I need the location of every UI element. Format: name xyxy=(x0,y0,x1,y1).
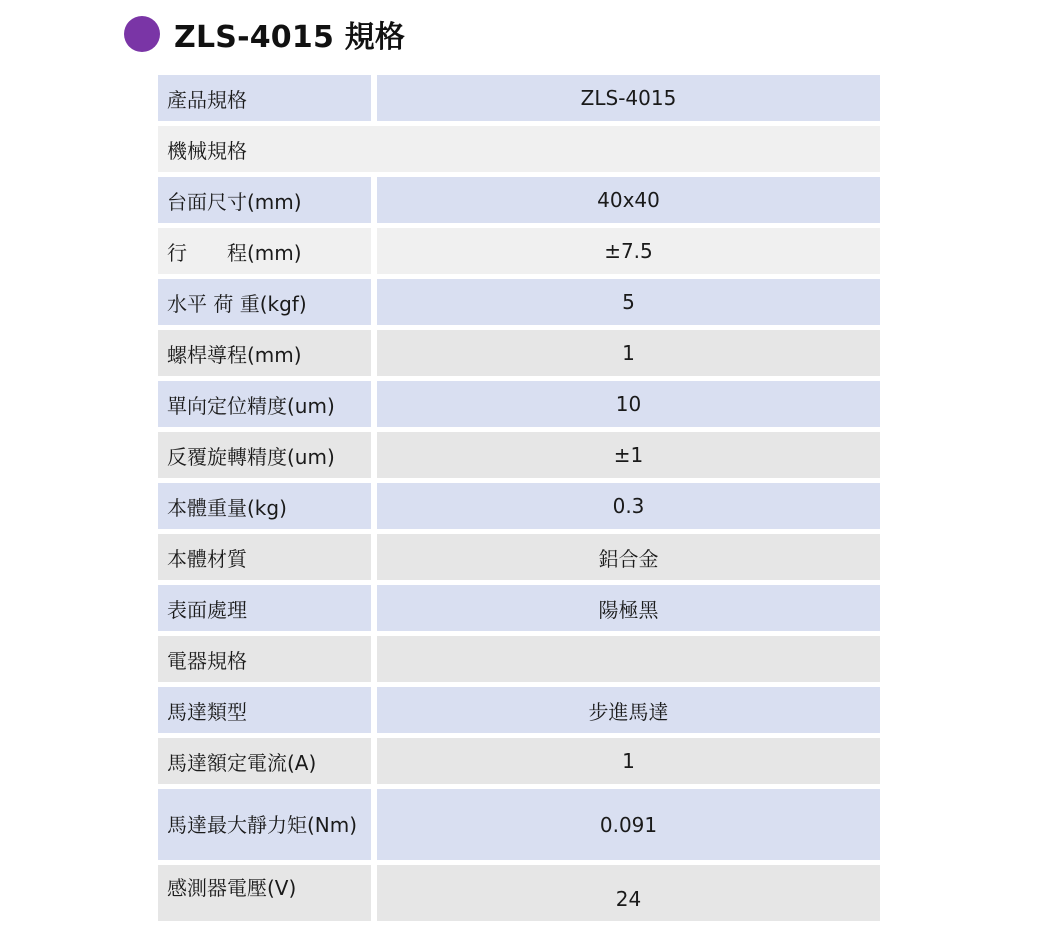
row-label: 反覆旋轉精度(um) xyxy=(158,432,377,483)
page-title: ZLS-4015 規格 xyxy=(174,20,406,55)
table-row xyxy=(158,789,880,865)
section-row-electrical xyxy=(158,636,880,687)
section-label: 電器規格 xyxy=(158,636,377,687)
table-row xyxy=(158,177,880,228)
row-label: 馬達最大靜力矩(Nm) xyxy=(158,789,377,865)
row-value: 步進馬達 xyxy=(377,687,880,738)
row-label: 表面處理 xyxy=(158,585,377,636)
row-value: 鋁合金 xyxy=(377,534,880,585)
row-label: 行 程(mm) xyxy=(158,228,377,279)
table-row xyxy=(158,279,880,330)
table-row xyxy=(158,432,880,483)
row-value: 24 xyxy=(377,865,880,921)
row-value: ±1 xyxy=(377,432,880,483)
table-row xyxy=(158,687,880,738)
row-value: 1 xyxy=(377,330,880,381)
table-row xyxy=(158,865,880,921)
row-value: 0.3 xyxy=(377,483,880,534)
row-label: 本體材質 xyxy=(158,534,377,585)
table-row xyxy=(158,381,880,432)
row-label: 馬達類型 xyxy=(158,687,377,738)
row-label: 感測器電壓(V) xyxy=(158,865,377,921)
table-row xyxy=(158,483,880,534)
row-value: 陽極黑 xyxy=(377,585,880,636)
table-row xyxy=(158,75,880,126)
table-row xyxy=(158,330,880,381)
section-header xyxy=(124,14,405,54)
table-row xyxy=(158,585,880,636)
spec-table xyxy=(158,75,880,921)
row-value: ±7.5 xyxy=(377,228,880,279)
row-label: 台面尺寸(mm) xyxy=(158,177,377,228)
row-value: 5 xyxy=(377,279,880,330)
table-row xyxy=(158,228,880,279)
row-label: 馬達額定電流(A) xyxy=(158,738,377,789)
row-label: 產品規格 xyxy=(158,75,377,126)
row-value: 1 xyxy=(377,738,880,789)
bullet-dot-icon xyxy=(124,16,160,52)
row-label: 本體重量(kg) xyxy=(158,483,377,534)
row-value: 10 xyxy=(377,381,880,432)
row-value: 0.091 xyxy=(377,789,880,865)
table-row xyxy=(158,534,880,585)
row-label: 單向定位精度(um) xyxy=(158,381,377,432)
row-value: ZLS-4015 xyxy=(377,75,880,126)
row-value xyxy=(377,636,880,687)
table-row xyxy=(158,738,880,789)
row-label: 水平 荷 重(kgf) xyxy=(158,279,377,330)
section-row-mechanical xyxy=(158,126,880,177)
row-value: 40x40 xyxy=(377,177,880,228)
row-label: 螺桿導程(mm) xyxy=(158,330,377,381)
section-label: 機械規格 xyxy=(158,126,880,177)
